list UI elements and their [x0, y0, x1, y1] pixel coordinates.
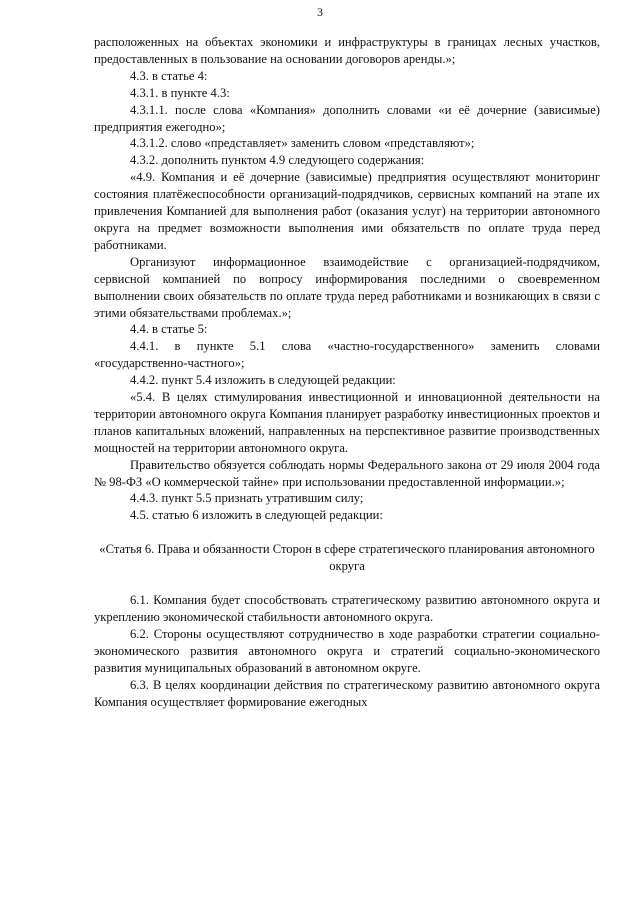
paragraph-4-3-1: 4.3.1. в пункте 4.3:: [130, 85, 230, 100]
paragraph-4-3: 4.3. в статье 4:: [130, 68, 208, 83]
paragraph-6-3: 6.3. В целях координации действия по стратегическому развитию автономного округа Компания осуществляет формирование ежегодных: [94, 677, 600, 709]
paragraph-5-4: «5.4. В целях стимулирования инвестиционной и инновационной деятельности на территории автономного округа Компания планирует разработку инвестиционных проектов и планов капитальных вложений, направленных на перспективное развитие производственных мощностей на территории автономного округа.: [94, 390, 600, 455]
article-6-heading: «Статья 6. Права и обязанности Сторон в сфере стратегического планирования автономного округа: [99, 542, 595, 574]
page-number: 3: [317, 5, 323, 19]
paragraph-6-2: 6.2. Стороны осуществляют сотрудничество в ходе разработки стратегии социально-экономического развития автономного округа и стратегий социально-экономического развития муниципальных образований в автономном округе.: [94, 626, 600, 675]
paragraph-4-3-2: 4.3.2. дополнить пунктом 4.9 следующего содержания:: [130, 153, 425, 168]
paragraph-4-4-3: 4.4.3. пункт 5.5 признать утратившим силу;: [130, 491, 364, 506]
paragraph-5-4-cont: Правительство обязуется соблюдать нормы Федерального закона от 29 июля 2004 года № 98-ФЗ «О коммерческой тайне» при использовании предоставленной информации.»;: [94, 457, 600, 489]
paragraph-4-5: 4.5. статью 6 изложить в следующей редакции:: [130, 508, 383, 523]
paragraph-4-4: 4.4. в статье 5:: [130, 322, 208, 337]
paragraph-4-4-2: 4.4.2. пункт 5.4 изложить в следующей редакции:: [130, 373, 396, 388]
paragraph-4-4-1: 4.4.1. в пункте 5.1 слова «частно-государственного» заменить словами «государственно-частного»;: [94, 339, 600, 371]
paragraph-continuation: расположенных на объектах экономики и инфраструктуры в границах лесных участков, предоставленных в пользование на основании договоров аренды.»;: [94, 35, 600, 66]
document-body: [94, 34, 600, 710]
paragraph-4-3-1-2: 4.3.1.2. слово «представляет» заменить словом «представляют»;: [130, 136, 475, 151]
paragraph-4-3-1-1: 4.3.1.1. после слова «Компания» дополнить словами «и её дочерние (зависимые) предприятия ежегодно»;: [94, 102, 600, 134]
paragraph-4-9: «4.9. Компания и её дочерние (зависимые) предприятия осуществляют мониторинг состояния платёжеспособности организаций-подрядчиков, сервисных компаний на этапе их привлечения Компанией для выполнения работ (оказания услуг) на территории автономного округа на предмет возможности выполнения ими обязательств по оплате труда перед работниками.: [94, 170, 600, 252]
paragraph-6-1: 6.1. Компания будет способствовать стратегическому развитию автономного округа и укреплению экономической стабильности автономного округа.: [94, 593, 600, 624]
paragraph-4-9-cont: Организуют информационное взаимодействие с организацией-подрядчиком, сервисной компанией по вопросу информирования последними о своевременном выполнении своих обязательств по оплате труда перед работниками и возникающих в связи с этими обязательствами проблемах.»;: [94, 254, 600, 320]
